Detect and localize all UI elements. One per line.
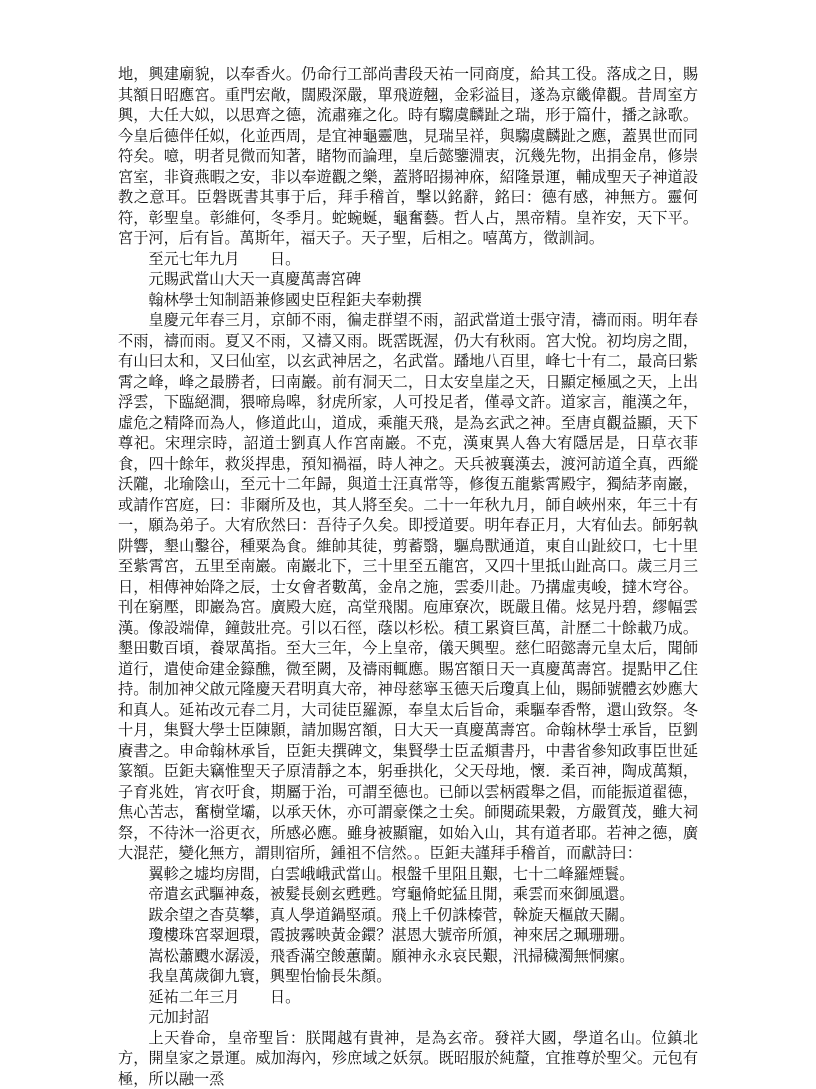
poem-line-2: 帝遣玄武驅神姦，被髮長劍玄甦甦。穹龜脩蛇猛且閒，乘雲而來御風還。 bbox=[118, 884, 698, 905]
poem-line-1: 翼軫之墟均房間，白雲峨峨武當山。根盤千里阻且艱，七十二峰羅煙鬟。 bbox=[118, 864, 698, 885]
document-page bbox=[118, 64, 698, 1044]
poem-line-4: 瓊樓珠宮翠迴環，霞披霧映黃金鐶？湛恩大號帝所頒，神來居之珮珊珊。 bbox=[118, 925, 698, 946]
text-paragraph-3: 上天眷命，皇帝聖旨：朕聞越有貴神，是為玄帝。發祥大國，學道名山。位鎮北方，開皇家之景運。威加海內，殄庶域之妖氛。既昭服於純釐，宜推尊於聖父。元包有極，所以融一烝 bbox=[118, 1028, 698, 1089]
poem-line-5: 嵩松蕭颼水潺湲，飛香滿空餕蕙蘭。願神永永哀民艱，汛掃穢濁無恫瘰。 bbox=[118, 946, 698, 967]
date-line-2: 延祐二年三月 日。 bbox=[118, 987, 698, 1008]
section-title: 元賜武當山大天一真慶萬壽宮碑 bbox=[118, 269, 698, 290]
date-line-1: 至元七年九月 日。 bbox=[118, 249, 698, 270]
text-paragraph-1: 地，興建廟貌，以奉香火。仍命行工部尚書段天祐一同商度，給其工役。落成之日，賜其額日昭應宮。重門宏敞，闊殿深嚴，單飛遊翹，金彩溢目，遂為京畿偉觀。昔周室方興，大任大姒，以思齊之德，流肅雍之化。時有騶虞麟趾之瑞，形于篇什，播之詠歌。今皇后德伴任姒，化並西周，是宜神龜靈虺，見瑞呈祥，與騶虞麟趾之應，蓋異世而同符矣。噫，明者見微而知著，睹物而論理，皇后懿鑒淵衷，沉幾先物，出捐金帛，修崇宮室，非資燕暇之安，非以奉遊觀之樂，蓋將昭揚神庥，紹隆景運，輔成聖天子神道設教之意耳。臣磐既書其事于后，拜手稽首，擊以銘辭，銘曰：德有感，神無方。靈何符，彰聖皇。彰維何，冬季月。蛇蜿蜒，龜奮藝。哲人占，黑帝精。皇祚安，天下平。宮于河，后有旨。萬斯年，福天子。天子聖，后相之。嘻萬方，徵訓詞。 bbox=[118, 64, 698, 249]
section-title-2: 元加封詔 bbox=[118, 1007, 698, 1028]
text-paragraph-2: 皇慶元年春三月，京師不雨，徧走群望不雨，詔武當道士張守清，禱而雨。明年春不雨，禱而雨。夏又不雨，又禱又雨。既霑既渥，仍大有秋雨。宮大悅。初均房之間，有山曰太和，又曰仙室，以玄武神居之，名武當。蹯地八百里，峰七十有二，最高曰紫霄之峰，峰之最勝者，曰南巖。前有洞天二，日太安皇崖之天，日顯定極風之天，上出浮雲，下臨絕澗，猥啼烏嗥，豺虎所家，人可投足者，僅尋文許。道家言，龍漢之年，虛危之精降而為人，修道此山，道成，乘龍天飛，是為玄武之神。至唐貞觀益顯，天下尊祀。宋理宗時，詔道士劉真人作宮南巖。不克，漢東異人魯大宥隱居是，日草衣菲食，四十餘年，救災捍患，預知禍福，時人神之。天兵被襄漢去，渡河訪道全真，西縱沃隴，北瑜陰山，至元十二年歸，與道士汪真常等，修復五龍紫霄殿宇，獨結茅南巖，或請作宮庭，曰：非爾所及也，其人將至矣。二十一年秋九月，師自峽州來，年三十有一，願為弟子。大宥欣然曰：吾待子久矣。即授道要。明年春正月，大宥仙去。師躬執阱響，墾山鑿谷，種粟為食。維帥其徒，剪蓄翳，驅鳥獸通道，東自山趾絞口，七十里至紫霄宮，五里至南巖。南巖北下，三十里至五龍宮，又四十里抵山趾高口。歲三月三日，相傳神始降之辰，士女會者數萬，金帛之施，雲委川赴。乃搆虛夷峻，撻木穹谷。刊在窮壓，即巖為宮。廣殿大庭，高堂飛閣。庖庫寮次，既嚴且備。炫晃丹碧，繆幅雲漢。像設端偉，鐘鼓壯亮。引以石徑，蔭以杉松。積工累資巨萬，計歷二十餘載乃成。墾田數百頃，養眾萬指。至大三年，今上皇帝，儀天興聖。慈仁昭懿壽元皇太后，聞師道行，遣使命建金籙醮，微至闕，及禱雨輒應。賜宮額日天一真慶萬壽宮。提點甲乙住持。制加神父啟元隆慶天君明真大帝，神母慈寧玉德天后瓊真上仙，賜師號體玄妙應大和真人。延祐改元春二月，大司徒臣羅源，奉皇太后旨命，乘驅奉香幣，還山致祭。冬十月，集賢大學士臣陳顥，請加賜宮額，日大天一真慶萬壽宮。命翰林學士承旨，臣劉賡書之。申命翰林承旨，臣鉅夫撰碑文，集賢學士臣孟頫書丹，中書省參知政事臣世延篆額。臣鉅夫竊惟聖天子原清靜之本，躬垂拱化，父天母地，懷．柔百神，陶成萬類，子育兆姓，宵衣吁食，期屬于治，可謂至德也。已師以雲柄霞舉之倡，而能振道翟德，焦心苦志，奮樹堂壩，以承天休，亦可謂豪傑之士矣。師閱疏果穀，方嚴質茂，雖大祠祭，不待沐一浴更衣，所感必應。雖身被顯寵，如始入山，其有道者耶。若神之德，廣大混茫，變化無方，謂則宿所，鍾祖不信然。。臣鉅夫謹拜手稽首，而獻詩曰： bbox=[118, 310, 698, 864]
poem-line-3: 跋余望之杳莫攀，真人學道鍋堅頑。飛上千仞誅榛菅，榦旋天樞啟天關。 bbox=[118, 905, 698, 926]
poem-line-6: 我皇萬歲御九寰，興聖怡愉長朱顏。 bbox=[118, 966, 698, 987]
author-line: 翰林學士知制語兼修國史臣程鉅夫奉勅撰 bbox=[118, 290, 698, 311]
